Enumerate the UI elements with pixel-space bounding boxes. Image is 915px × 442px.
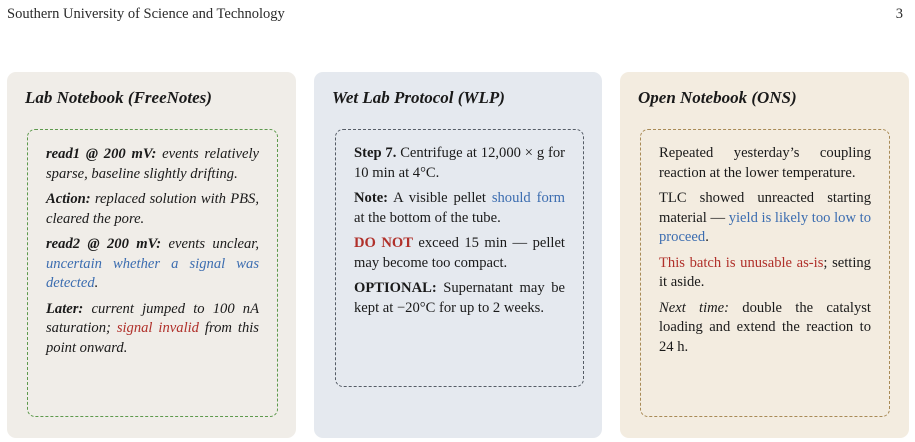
note-entry	[46, 300, 259, 359]
institution-name: Southern University of Science and Technology	[7, 6, 285, 22]
panel-title: Wet Lab Protocol (WLP)	[332, 88, 505, 107]
panel-title: Open Notebook (ONS)	[638, 88, 797, 107]
step-text: Centrifuge at 12,000 × g for 10 min at 4°C.	[354, 145, 565, 181]
step-label: Step 7.	[354, 145, 397, 161]
note-tail: at the bottom of the tube.	[354, 209, 501, 226]
notebook-paragraph	[659, 299, 871, 358]
notebook-paragraph	[659, 189, 871, 248]
protocol-step	[354, 144, 565, 183]
optional-text: Supernatant may be kept at −20°C for up to 2 weeks.	[354, 280, 565, 316]
note-entry	[46, 145, 259, 184]
paragraph-tail: .	[705, 229, 709, 245]
paragraph-tail: ; setting it aside.	[659, 254, 871, 290]
protocol-note	[354, 189, 565, 228]
entry-tail: .	[94, 275, 99, 291]
optional-label: OPTIONAL:	[354, 280, 437, 296]
panel-wet-lab-protocol	[314, 72, 602, 438]
warning-text: exceed 15 min — pellet may become too compact.	[354, 235, 565, 271]
page-number: 3	[895, 6, 903, 22]
note-text: A visible pellet	[388, 190, 492, 206]
panel-title: Lab Notebook (FreeNotes)	[25, 88, 212, 107]
panel-open-notebook	[620, 72, 909, 438]
notebook-box	[640, 129, 890, 417]
entry-text: replaced solution with PBS, cleared the pore.	[46, 191, 259, 227]
yield-highlight: yield is likely too low to proceed	[659, 209, 871, 245]
entry-label: Later:	[46, 300, 84, 317]
entry-text: events relatively sparse, baseline slightly drifting.	[46, 146, 259, 182]
entry-text: events unclear,	[161, 236, 260, 252]
entry-tail: from this point onward.	[46, 320, 259, 356]
next-time-label: Next time:	[659, 299, 730, 316]
page-header	[7, 6, 903, 26]
note-entry	[46, 190, 259, 229]
note-entry	[46, 235, 259, 294]
protocol-box	[335, 129, 584, 387]
protocol-optional	[354, 279, 565, 318]
warning-label: DO NOT	[354, 235, 413, 251]
notebook-paragraph: Repeated yesterday’s coupling reaction at the lower temperature.	[659, 145, 871, 181]
paragraph-text: TLC showed unreacted starting material —	[659, 190, 871, 226]
uncertain-highlight: uncertain whether a signal was detected	[46, 255, 259, 291]
entry-label: read2 @ 200 mV:	[46, 236, 162, 252]
protocol-warning	[354, 234, 565, 273]
entry-label: read1 @ 200 mV:	[46, 146, 157, 162]
panel-lab-notebook	[7, 72, 296, 438]
invalid-highlight: signal invalid	[116, 320, 199, 336]
unusable-highlight: This batch is unusable as-is	[659, 254, 824, 271]
expected-highlight: should form	[491, 190, 565, 206]
paragraph-text: double the catalyst loading and extend the reaction to 24 h.	[659, 299, 871, 355]
entry-text: current jumped to 100 nA saturation;	[46, 300, 259, 336]
note-label: Note:	[354, 190, 389, 206]
notebook-paragraph	[659, 254, 871, 293]
notes-box	[27, 129, 278, 417]
entry-label: Action:	[46, 191, 91, 207]
